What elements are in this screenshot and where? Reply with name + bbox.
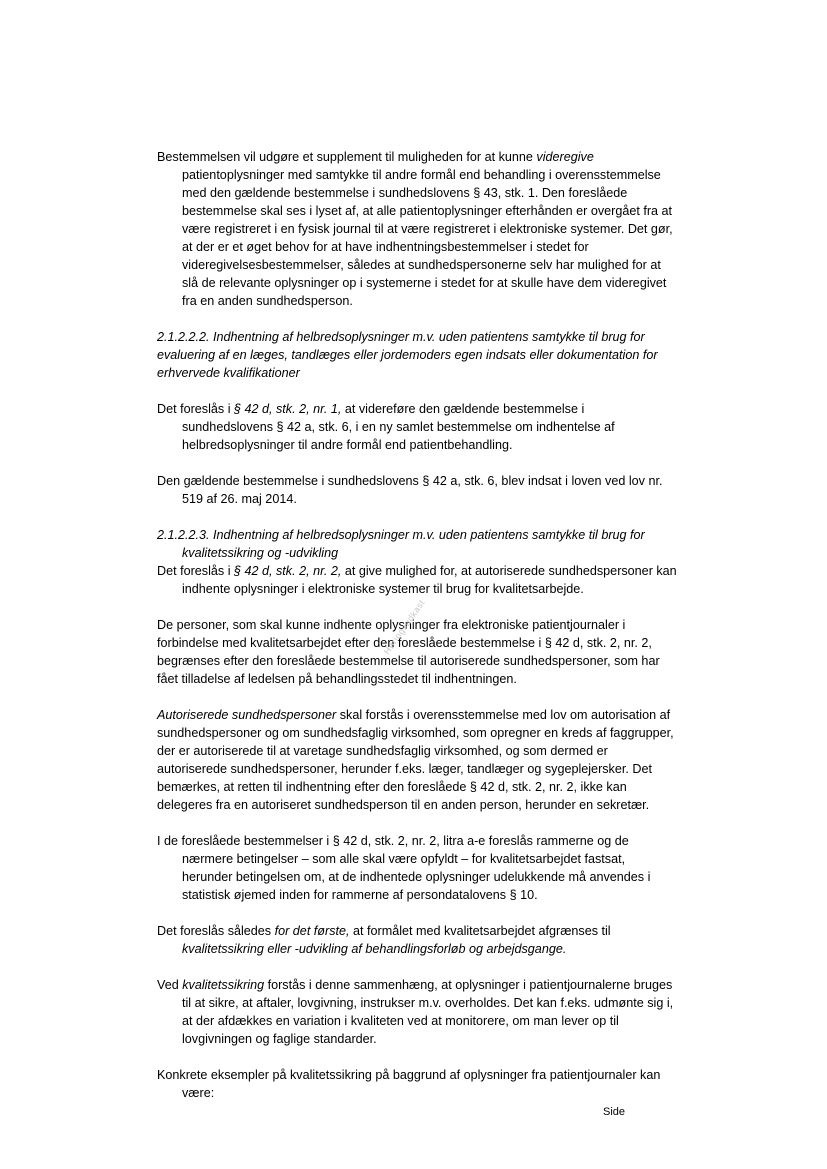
text-run: Ved — [157, 978, 183, 992]
paragraph-42d-nr1 — [157, 400, 677, 454]
paragraph-examples: Konkrete eksempler på kvalitetssikring på baggrund af oplysninger fra patientjournaler kan være: — [157, 1068, 661, 1100]
text-run: Bestemmelsen vil udgøre et supplement til muligheden for at kunne — [157, 150, 537, 164]
text-run-italic: kvalitetssikring eller -udvikling af behandlingsforløb og arbejdsgange. — [182, 942, 567, 956]
text-run: patientoplysninger med samtykke til andre formål end behandling i overensstemmelse med den gældende bestemmelse i sundhedslovens § 43, stk. 1. Den foreslåede bestemmelse skal ses i lyset af, at alle patientoplysninger efterhånden er overgået fra at være registreret i en fysisk journal til at være registreret i elektroniske systemer. Det gør, at der er et øget behov for at have indhentningsbestemmelser i stedet for videregivelsesbestemmelser, således at sundhedspersonerne selv har mulighed for at slå de relevante oplysninger op i systemerne i stedet for at skulle have dem videregivet fra en anden sundhedsperson. — [182, 168, 673, 308]
paragraph-litra-a-e: I de foreslåede bestemmelser i § 42 d, stk. 2, nr. 2, litra a-e foreslås rammerne og de nærmere betingelser – som alle skal være opfyldt – for kvalitetsarbejdet fastsat, herunder betingelsen om, at de indhentede oplysninger udelukkende må anvendes i statistisk øjemed inden for rammerne af persondatalovens § 10. — [157, 834, 651, 902]
spacer — [157, 508, 677, 526]
text-run-italic: kvalitetssikring — [182, 978, 265, 992]
spacer — [157, 958, 677, 976]
text-run: at formålet med kvalitetsarbejdet afgrænses til — [349, 924, 611, 938]
text-run: at give mulighed for, at autoriserede sundhedspersoner kan indhente oplysninger i elektroniske systemer til brug for kvalitetsarbejde. — [182, 564, 677, 596]
text-run-italic: Autoriserede sundhedspersoner — [157, 708, 337, 722]
spacer — [157, 382, 677, 400]
paragraph-current-provision: Den gældende bestemmelse i sundhedslovens § 42 a, stk. 6, blev indsat i loven ved lov nr. 519 af 26. maj 2014. — [157, 474, 663, 506]
text-run-italic: for det første, — [274, 924, 350, 938]
paragraph-first-condition — [157, 922, 677, 958]
text-run: skal forstås i overensstemmelse med lov om autorisation af sundhedspersoner og om sundhedsfaglig virksomhed, som opregner en kreds af faggrupper, der er autoriserede til at varetage sundhedsfaglig virksomhed, og som dermed er autoriserede sundhedspersoner, herunder f.eks. læger, tandlæger og sygeplejersker. Det bemærkes, at retten til indhentning efter den foreslåede § 42 d, stk. 2, nr. 2, ikke kan delegeres fra en autoriseret sundhedsperson til en anden person, herunder en sekretær. — [157, 708, 674, 812]
paragraph-authorised-persons — [157, 706, 677, 814]
text-run-italic: § 42 d, stk. 2, nr. 2, — [234, 564, 342, 578]
spacer — [157, 310, 677, 328]
text-run-italic: § 42 d, stk. 2, nr. 1, — [234, 402, 342, 416]
text-run: Det foreslås i — [157, 402, 234, 416]
text-run-italic: videregive — [536, 150, 594, 164]
spacer — [157, 814, 677, 832]
section-heading-2-1-2-2-2: 2.1.2.2.2. Indhentning af helbredsoplysninger m.v. uden patientens samtykke til brug for evaluering af en læges, tandlæges eller jordemoders egen indsats eller dokumentation for erhvervede kvalifikationer — [157, 330, 658, 380]
page-footer-label: Side — [603, 1106, 626, 1118]
text-run: forstås i denne sammenhæng, at oplysninger i patientjournalerne bruges til at sikre, at aftaler, lovgivning, instrukser m.v. overholdes. Det kan f.eks. udmønte sig i, at der afdækkes en variation i kvaliteten ved at monitorere, om man lever op til lovgivningen og faglige standarder. — [182, 978, 674, 1046]
spacer — [157, 1048, 677, 1066]
paragraph-supplement — [157, 148, 677, 310]
text-run: Det foreslås i — [157, 564, 234, 578]
paragraph-42d-nr2 — [157, 562, 677, 598]
spacer — [157, 454, 677, 472]
spacer — [157, 688, 677, 706]
spacer — [157, 904, 677, 922]
text-run: Det foreslås således — [157, 924, 275, 938]
paragraph-persons: De personer, som skal kunne indhente oplysninger fra elektroniske patientjournaler i forbindelse med kvalitetsarbejdet efter den foreslåede bestemmelse i § 42 d, stk. 2, nr. 2, begrænses efter den foreslåede bestemmelse til autoriserede sundhedspersoner, som har fået tilladelse af ledelsen på behandlingsstedet til indhentningen. — [157, 618, 660, 686]
paragraph-quality-assurance — [157, 976, 677, 1048]
section-heading-2-1-2-2-3: 2.1.2.2.3. Indhentning af helbredsoplysninger m.v. uden patientens samtykke til brug for kvalitetssikring og -udvikling — [157, 528, 645, 560]
text-run: at videreføre den gældende bestemmelse i sundhedslovens § 42 a, stk. 6, i en ny samlet bestemmelse om indhentelse af helbredsoplysninger til andre formål end patientbehandling. — [182, 402, 615, 452]
watermark: Høringsudkast — [381, 597, 427, 657]
document-body — [157, 148, 677, 1102]
